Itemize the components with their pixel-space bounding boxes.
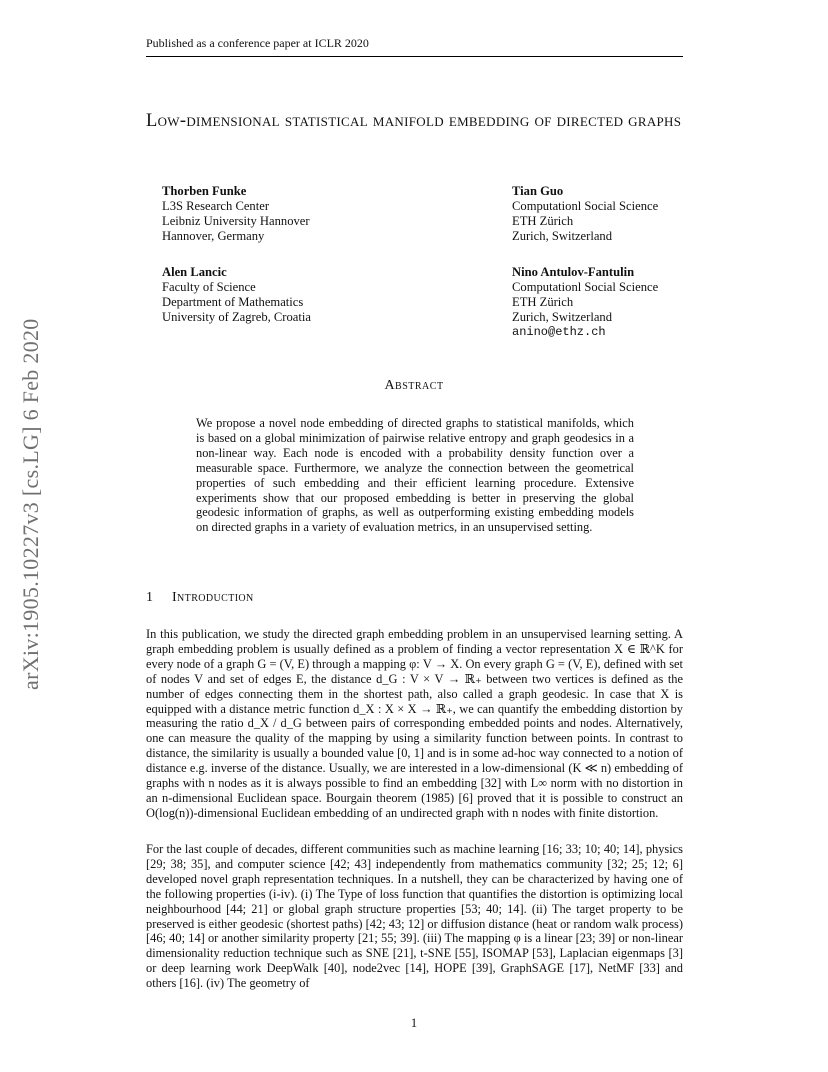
author-affiliation: L3S Research Center [162,199,270,213]
paper-title: Low-dimensional statistical manifold embedding of directed graphs [146,111,682,131]
author-affiliation: Department of Mathematics [162,295,304,309]
author-block-1 [162,184,310,244]
author-affiliation: Leibniz University Hannover [162,214,310,228]
page-number: 1 [410,1016,418,1030]
author-block-3 [162,265,311,325]
abstract-text: We propose a novel node embedding of directed graphs to statistical manifolds, which is based on a global minimization of pairwise relative entropy and graph geodesics in a non-linear way. Each node is encoded with a probability density function over a measurable space. Furthermore, we analyze the connection between the geometrical properties of such embedding and their efficient learning procedure. Extensive experiments show that our proposed embedding is better in preserving the global geodesic information of graphs, as well as outperforming existing embedding models on directed graphs in a variety of evaluation metrics, in an unsupervised setting. [196,416,634,535]
author-affiliation: ETH Zürich [512,214,574,228]
author-affiliation: Zurich, Switzerland [512,229,613,243]
author-affiliation: Faculty of Science [162,280,256,294]
author-affiliation: ETH Zürich [512,295,574,309]
abstract-heading: Abstract [384,378,444,393]
author-name: Nino Antulov-Fantulin [512,265,635,279]
section-heading [146,590,254,606]
intro-paragraph-2: For the last couple of decades, different communities such as machine learning [16; 33; 10; 40; 14], physics [29; 38; 35], and computer science [42; 43] independently from mathematics community [32; 25; 12; 6] developed novel graph representation techniques. In a nutshell, they can be characterized by having one of the following properties (i-iv). (i) The Type of loss function that quantifies the distortion is optimizing local neighbourhood [44; 21] or global graph structure properties [53; 40; 14]. (ii) The target property to be preserved is either geodesic (shortest paths) [42; 43; 12] or diffusion distance (heat or random walk process) [46; 40; 14] or another similarity property [21; 55; 39]. (iii) The mapping φ is a linear [23; 39] or non-linear dimensionality reduction technique such as SNE [21], t-SNE [55], ISOMAP [53], Laplacian eigenmaps [3] or deep learning work DeepWalk [40], node2vec [14], HOPE [39], GraphSAGE [17], NetMF [33] and others [16]. (iv) The geometry of [146,842,683,991]
author-name: Alen Lancic [162,265,227,279]
author-block-4 [512,265,658,340]
author-email[interactable]: anino@ethz.ch [512,325,606,339]
author-affiliation: Hannover, Germany [162,229,265,243]
author-affiliation: Zurich, Switzerland [512,310,613,324]
section-number: 1 [146,590,154,605]
author-name: Thorben Funke [162,184,247,198]
author-name: Tian Guo [512,184,564,198]
author-block-2 [512,184,658,244]
section-title: Introduction [172,590,254,605]
author-affiliation: University of Zagreb, Croatia [162,310,311,324]
author-affiliation: Computationl Social Science [512,199,659,213]
author-affiliation: Computationl Social Science [512,280,659,294]
intro-paragraph-1: In this publication, we study the directed graph embedding problem in an unsupervised learning setting. A graph embedding problem is usually defined as a problem of finding a vector representation X ∈ ℝ^K for every node of a graph G = (V, E) through a mapping φ: V → X. On every graph G = (V, E), defined with set of nodes V and set of edges E, the distance d_G : V × V → ℝ₊ between two vertices is defined as the number of edges connecting them in the shortest path, also called a graph geodesic. In case that X is equipped with a distance metric function d_X : X × X → ℝ₊, we can quantify the embedding distortion by measuring the ratio d_X / d_G between pairs of corresponding embedded points and nodes. Alternatively, one can measure the quality of the mapping by using a similarity function between points. In contrast to distance, the similarity is usually a bounded value [0, 1] and is in some ad-hoc way connected to a notion of distance e.g. inverse of the distance. Usually, we are interested in a low-dimensional (K ≪ n) embedding of graphs with n nodes as it is always possible to find an embedding [32] with L∞ norm with no distortion in an n-dimensional Euclidean space. Bourgain theorem (1985) [6] proved that it is possible to construct an O(log(n))-dimensional Euclidean embedding of an undirected graph with n nodes with finite distortion. [146,627,683,820]
running-header: Published as a conference paper at ICLR 2020 [146,36,683,57]
arxiv-identifier: arXiv:1905.10227v3 [cs.LG] 6 Feb 2020 [18,318,43,690]
